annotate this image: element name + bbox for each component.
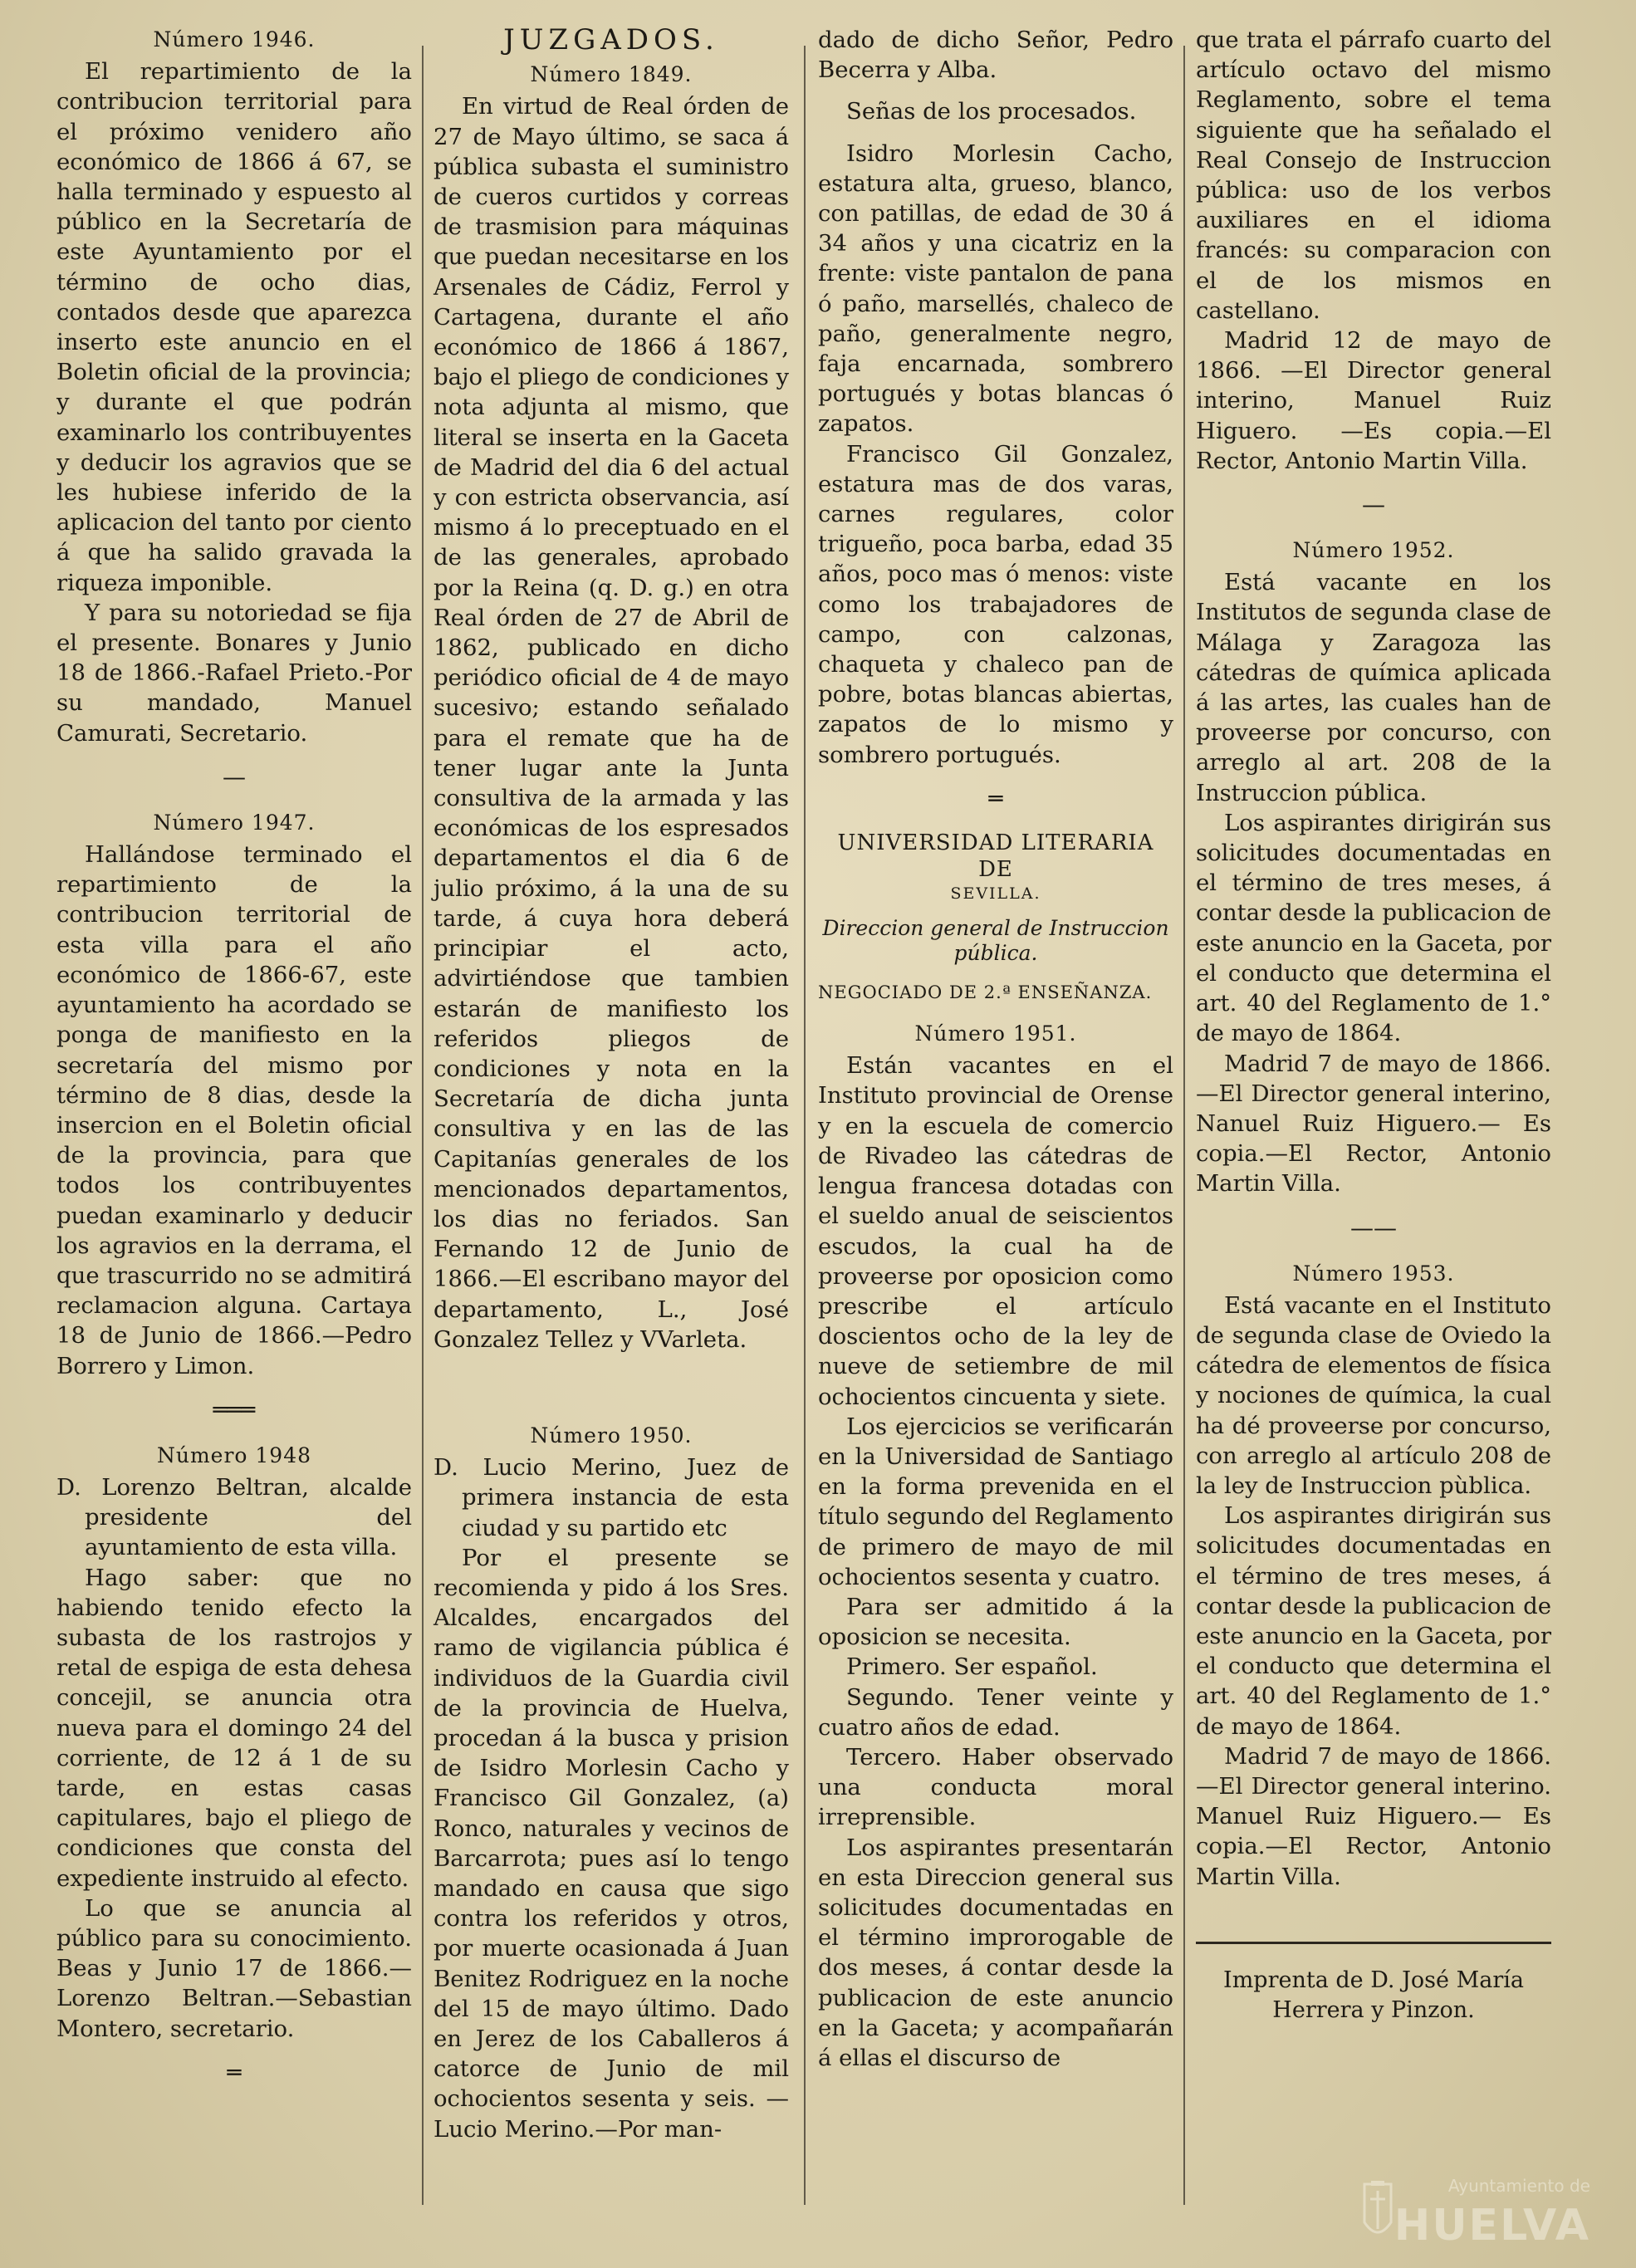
notice-number: Número 1952. bbox=[1292, 538, 1455, 563]
separator: — bbox=[223, 762, 246, 791]
column-rule bbox=[1183, 46, 1185, 2205]
direction-heading: Direccion general de Instruccion pública. bbox=[822, 915, 1169, 965]
notice-closing: Y para su notoriedad se fija el presente. Bonares y Junio 18 de 1866.-Rafael Prieto.-Por su mandado, Manuel Camurati, Secretario. bbox=[56, 599, 412, 747]
section-heading: JUZGADOS. bbox=[503, 23, 719, 56]
crest-icon bbox=[1363, 2179, 1393, 2244]
notice-text: Por el presente se recomienda y pido á los Sres. Alcaldes, encargados del ramo de vigilancia pública é individuos de la Guardia civil de la provincia de Huelva, procedan á la busca y prision de Isidro Morlesin Cacho y Francisco Gil Gonzalez, (a) Ronco, naturales y vecinos de Barcarrota; pues así lo tengo mandado en causa que sigo contra los referidos y otros, por muerte ocasionada á Juan Benitez Rodriguez en la noche del 15 de mayo último. Dado en Jerez de los Caballeros á catorce de Junio de mil ochocientos sesenta y seis. —Lucio Merino.—Por man- bbox=[433, 1544, 789, 2143]
notice-text: Para ser admitido á la oposicion se necesita. bbox=[818, 1593, 1173, 1651]
column-1 bbox=[56, 25, 412, 2104]
university-city: SEVILLA. bbox=[950, 884, 1041, 903]
separator: — bbox=[1362, 491, 1385, 519]
signature: Madrid 7 de mayo de 1866. —El Director general interino. Manuel Ruiz Higuero.— Es copia.—El Rector, Antonio Martin Villa. bbox=[1196, 1742, 1551, 1890]
notice-text: En virtud de Real órden de 27 de Mayo último, se saca á pública subasta el suministro de cueros curtidos y correas de trasmision para máquinas que puedan necesitarse en los Arsenales de Cádiz, Ferrol y Cartagena, durante el año económico de 1866 á 1867, bajo el pliego de condiciones y nota adjunta al mismo, que literal se inserta en la Gaceta de Madrid del dia 6 del actual y con estricta observancia, así mismo á lo preceptuado en el de las generales, aprobado por la Reina (q. D. g.) en otra Real órden de 27 de Abril de 1862, publicado en dicho periódico oficial de 4 de mayo sucesivo; estando señalado para el remate que ha de tener lugar ante la Junta consultiva de la armada y las económicas de los espresados departamentos el dia 6 de julio próximo, á la una de su tarde, á cuya hora deberá principiar el acto, advirtiéndose que tambien estarán de manifiesto los referidos pliegos de condiciones y nota en la Secretaría de dicha junta consultiva y en las de las Capitanías generales de los mencionados departamentos, los dias no feriados. San Fernando 12 de Junio de 1866.—El escribano mayor del departamento, L., José Gonzalez Tellez y VVarleta. bbox=[433, 93, 789, 1353]
notice-text: Hallándose terminado el repartimiento de la contribucion territorial de esta villa para el año económico de 1866-67, este ayuntamiento ha acordado se ponga de manifiesto en la secretaría del mismo por término de 8 dias, desde la insercion en el Boletin oficial de la provincia, para que todos los contribuyentes puedan examinarlo y deducir los agravios en la derrama, el que trascurrido no se admitirá reclamacion alguna. Cartaya 18 de Junio de 1866.—Pedro Borrero y Limon. bbox=[56, 841, 412, 1379]
column-rule bbox=[422, 46, 424, 2205]
separator: ═ bbox=[988, 784, 1003, 812]
separator: —— bbox=[1350, 1213, 1397, 1242]
separator: ═ bbox=[227, 2058, 242, 2086]
column-2 bbox=[433, 25, 789, 2144]
requirement: Tercero. Haber observado una conducta moral irreprensible. bbox=[818, 1743, 1173, 1831]
notice-text: Está vacante en los Institutos de segunda clase de Málaga y Zaragoza las cátedras de química aplicada á las artes, las cuales han de proveerse por concurso, con arreglo al art. 208 de la Instruccion pública. bbox=[1196, 569, 1551, 806]
notice-text: Los aspirantes dirigirán sus solicitudes documentadas en el término de tres meses, á contar desde la publicacion de este anuncio en la Gaceta, por el conducto que determina el art. 40 del Reglamento de 1.° de mayo de 1864. bbox=[1196, 1502, 1551, 1740]
watermark-line1: Ayuntamiento de bbox=[1447, 2176, 1590, 2196]
notice-text: Están vacantes en el Instituto provincial de Orense y en la escuela de comercio de Rivadeo las cátedras de lengua francesa dotadas con el sueldo anual de seiscientos escudos, la cual ha de proveerse por oposicion como prescribe el artículo doscientos ocho de la ley de nueve de setiembre de mil ochocientos cincuenta y siete. bbox=[818, 1052, 1173, 1410]
notice-number: Número 1849. bbox=[530, 62, 693, 87]
printer-credit: Imprenta de D. José María Herrera y Pinzon. bbox=[1223, 1967, 1524, 2023]
notice-text: Hago saber: que no habiendo tenido efecto la subasta de los rastrojos y retal de espiga de esta dehesa concejil, se anuncia otra nueva para el domingo 24 del corriente, de 12 á 1 de su tarde, en estas casas capitulares, bajo el pliego de condiciones que consta del expediente instruido al efecto. bbox=[56, 1564, 412, 1892]
separator: ═══ bbox=[213, 1395, 256, 1423]
description-isidro: Isidro Morlesin Cacho, estatura alta, grueso, blanco, con patillas, de edad de 30 á 34 años y una cicatriz en la frente: viste pantalon de pana ó paño, marsellés, chaleco de paño, generalmente negro, faja encarnada, sombrero portugués y botas blancas ó zapatos. bbox=[818, 140, 1173, 438]
notice-text: El repartimiento de la contribucion territorial para el próximo venidero año económico de 1866 á 67, se halla terminado y espuesto al público en la Secretaría de este Ayuntamiento por el término de ocho dias, contados desde que aparezca inserto este anuncio en el Boletin oficial de la provincia; y durante el que podrán examinarlo los contribuyentes y deducir los agravios que se les hubiese inferido de la aplicacion del tanto por ciento á que ha salido gravada la riqueza imponible. bbox=[56, 58, 412, 596]
negociado-line: NEGOCIADO DE 2.ª ENSEÑANZA. bbox=[818, 982, 1153, 1002]
notice-continuation: dado de dicho Señor, Pedro Becerra y Alba. bbox=[818, 27, 1173, 84]
requirement: Primero. Ser español. bbox=[846, 1653, 1098, 1681]
footer-rule bbox=[1196, 1942, 1551, 1944]
university-heading: UNIVERSIDAD LITERARIA DE bbox=[837, 830, 1154, 882]
notice-text: Los aspirantes presentarán en esta Direccion general sus solicitudes documentadas en el término improrogable de dos meses, á contar desde la publicacion de este anuncio en la Gaceta; y acompañarán á ellas el discurso de bbox=[818, 1834, 1173, 2071]
notice-number: Número 1948 bbox=[156, 1443, 312, 1467]
notice-text: Los ejercicios se verificarán en la Universidad de Santiago en la forma prevenida en el título segundo del Reglamento de primero de mayo de mil ochocientos sesenta y cuatro. bbox=[818, 1413, 1173, 1590]
column-3 bbox=[818, 25, 1173, 2073]
description-francisco: Francisco Gil Gonzalez, estatura mas de dos varas, carnes regulares, color trigueño, poca barba, edad 35 años, poco mas ó menos: viste como los trabajadores de campo, con calzonas, chaqueta y chaleco pan de pobre, botas blancas abiertas, zapatos de lo mismo y sombrero portugués. bbox=[818, 440, 1173, 768]
notice-continuation: que trata el párrafo cuarto del artículo octavo del mismo Reglamento, sobre el tema siguiente que ha señalado el Real Consejo de Instruccion pública: uso de los verbos auxiliares en el idioma francés: su comparacion con el de los mismos en castellano. bbox=[1196, 27, 1551, 324]
notice-number: Número 1950. bbox=[530, 1423, 693, 1448]
column-4 bbox=[1196, 25, 1551, 2026]
notice-text: Los aspirantes dirigirán sus solicitudes documentadas en el término de tres meses, á contar desde la publicacion de este anuncio en la Gaceta, por el conducto que determina el art. 40 del Reglamento de 1.° de mayo de 1864. bbox=[1196, 809, 1551, 1047]
notice-text: Está vacante en el Instituto de segunda clase de Oviedo la cátedra de elementos de física y nociones de química, la cual ha dé proveerse por concurso, con arreglo al artículo 208 de la ley de Instruccion pùblica. bbox=[1196, 1291, 1551, 1499]
subheading: Señas de los procesados. bbox=[846, 98, 1137, 125]
notice-heading: D. Lucio Merino, Juez de primera instancia de esta ciudad y su partido etc bbox=[433, 1454, 789, 1541]
notice-number: Número 1951. bbox=[914, 1021, 1077, 1046]
notice-number: Número 1946. bbox=[153, 27, 316, 51]
notice-closing: Lo que se anuncia al público para su conocimiento. Beas y Junio 17 de 1866.—Lorenzo Beltran.—Sebastian Montero, secretario. bbox=[56, 1894, 412, 2042]
column-rule bbox=[804, 46, 806, 2205]
notice-number: Número 1947. bbox=[153, 810, 316, 835]
watermark-line2: HUELVA bbox=[1394, 2201, 1590, 2251]
signature: Madrid 7 de mayo de 1866. —El Director general interino, Nanuel Ruiz Higuero.— Es copia.—El Rector, Antonio Martin Villa. bbox=[1196, 1050, 1551, 1198]
requirement: Segundo. Tener veinte y cuatro años de edad. bbox=[818, 1683, 1173, 1741]
notice-number: Número 1953. bbox=[1292, 1261, 1455, 1286]
watermark-logo bbox=[1391, 2176, 1590, 2259]
notice-heading: D. Lorenzo Beltran, alcalde presidente del ayuntamiento de esta villa. bbox=[56, 1473, 412, 1561]
spacer bbox=[433, 1354, 789, 1421]
signature: Madrid 12 de mayo de 1866. —El Director general interino, Manuel Ruiz Higuero. —Es copia.—El Rector, Antonio Martin Villa. bbox=[1196, 327, 1551, 474]
